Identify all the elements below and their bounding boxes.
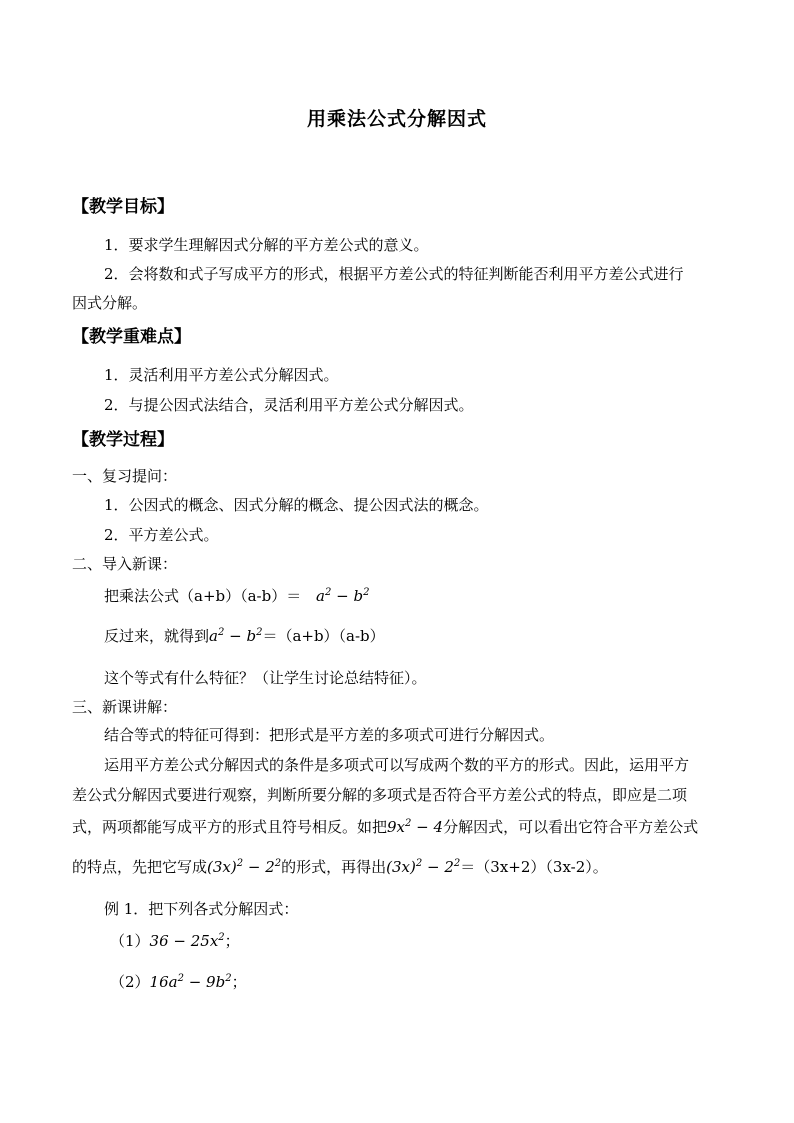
review-label: 一、复习提问：: [72, 467, 178, 485]
heading-goals: 【教学目标】: [72, 197, 174, 217]
review-item-1: 1．公因式的概念、因式分解的概念、提公因式法的概念。: [104, 496, 489, 514]
new-lesson-para-4: 的特点，先把它写成$(3x)^2 - 2^2$的形式，再得出$(3x)^2 - 2^2=(3x+2)(3x-2)$。: [72, 858, 608, 876]
intro-reverse-prefix: 反过来，就得到: [104, 627, 210, 645]
example-question-2: $(2)16a^2 - 9b^2$；: [110, 973, 247, 991]
intro-reverse: [104, 625, 385, 646]
new-lesson-para-1: 运用平方差公式分解因式的条件是多项式可以写成两个数的平方的形式。因此，运用平方: [104, 756, 690, 774]
key-point-2: 2．与提公因式法结合，灵活利用平方差公式分解因式。: [104, 396, 474, 414]
goal-item-2b: 因式分解。: [72, 294, 148, 312]
page-title: 用乘法公式分解因式: [306, 108, 487, 130]
formula-3x-squared-minus-2-squared: $(3x)^2 - 2^2$: [207, 858, 282, 876]
intro-formula-prefix: 把乘法公式（a+b）（a-b）＝: [104, 587, 302, 605]
formula-3x-squared-minus-2-squared-2: $(3x)^2 - 2^2$: [386, 858, 461, 876]
intro-label: 二、导入新课：: [72, 555, 178, 573]
key-point-1: 1．灵活利用平方差公式分解因式。: [104, 366, 339, 384]
example-question-1: $(1)36 - 25x^2$；: [110, 932, 240, 950]
intro-formula-result: $a^2 - b^2$: [316, 587, 370, 605]
intro-reverse-math: $a^2 - b^2$: [209, 627, 263, 645]
intro-question: 这个等式有什么特征？（让学生讨论总结特征）。: [104, 669, 427, 687]
formula-36-minus-25x2: $36 - 25x^2$: [149, 932, 225, 950]
intro-reverse-suffix: ＝（a+b）（a-b）: [262, 627, 385, 645]
formula-16a2-minus-9b2: $16a^2 - 9b^2$: [149, 973, 232, 991]
new-lesson-line-1: 结合等式的特征可得到：把形式是平方差的多项式可进行分解因式。: [104, 726, 555, 744]
new-lesson-para-3: 式，两项都能写成平方的形式且符号相反。如把$9x^2 - 4$分解因式，可以看出它符合平方差公式: [72, 818, 699, 836]
goal-item-1: 1．要求学生理解因式分解的平方差公式的意义。: [104, 236, 429, 254]
formula-9x2-minus-4: $9x^2 - 4$: [387, 818, 444, 836]
review-item-2: 2．平方差公式。: [104, 526, 219, 544]
new-lesson-para-2: 差公式分解因式要进行观察，判断所要分解的多项式是否符合平方差公式的特点，即应是二项: [72, 786, 688, 804]
goal-item-2a: 2．会将数和式子写成平方的形式，根据平方差公式的特征判断能否利用平方差公式进行: [104, 265, 684, 283]
intro-formula: [104, 585, 369, 606]
example-label: 例 1．把下列各式分解因式：: [104, 900, 299, 918]
new-lesson-label: 三、新课讲解：: [72, 698, 178, 716]
heading-process: 【教学过程】: [72, 430, 174, 450]
heading-key-points: 【教学重难点】: [72, 327, 191, 347]
